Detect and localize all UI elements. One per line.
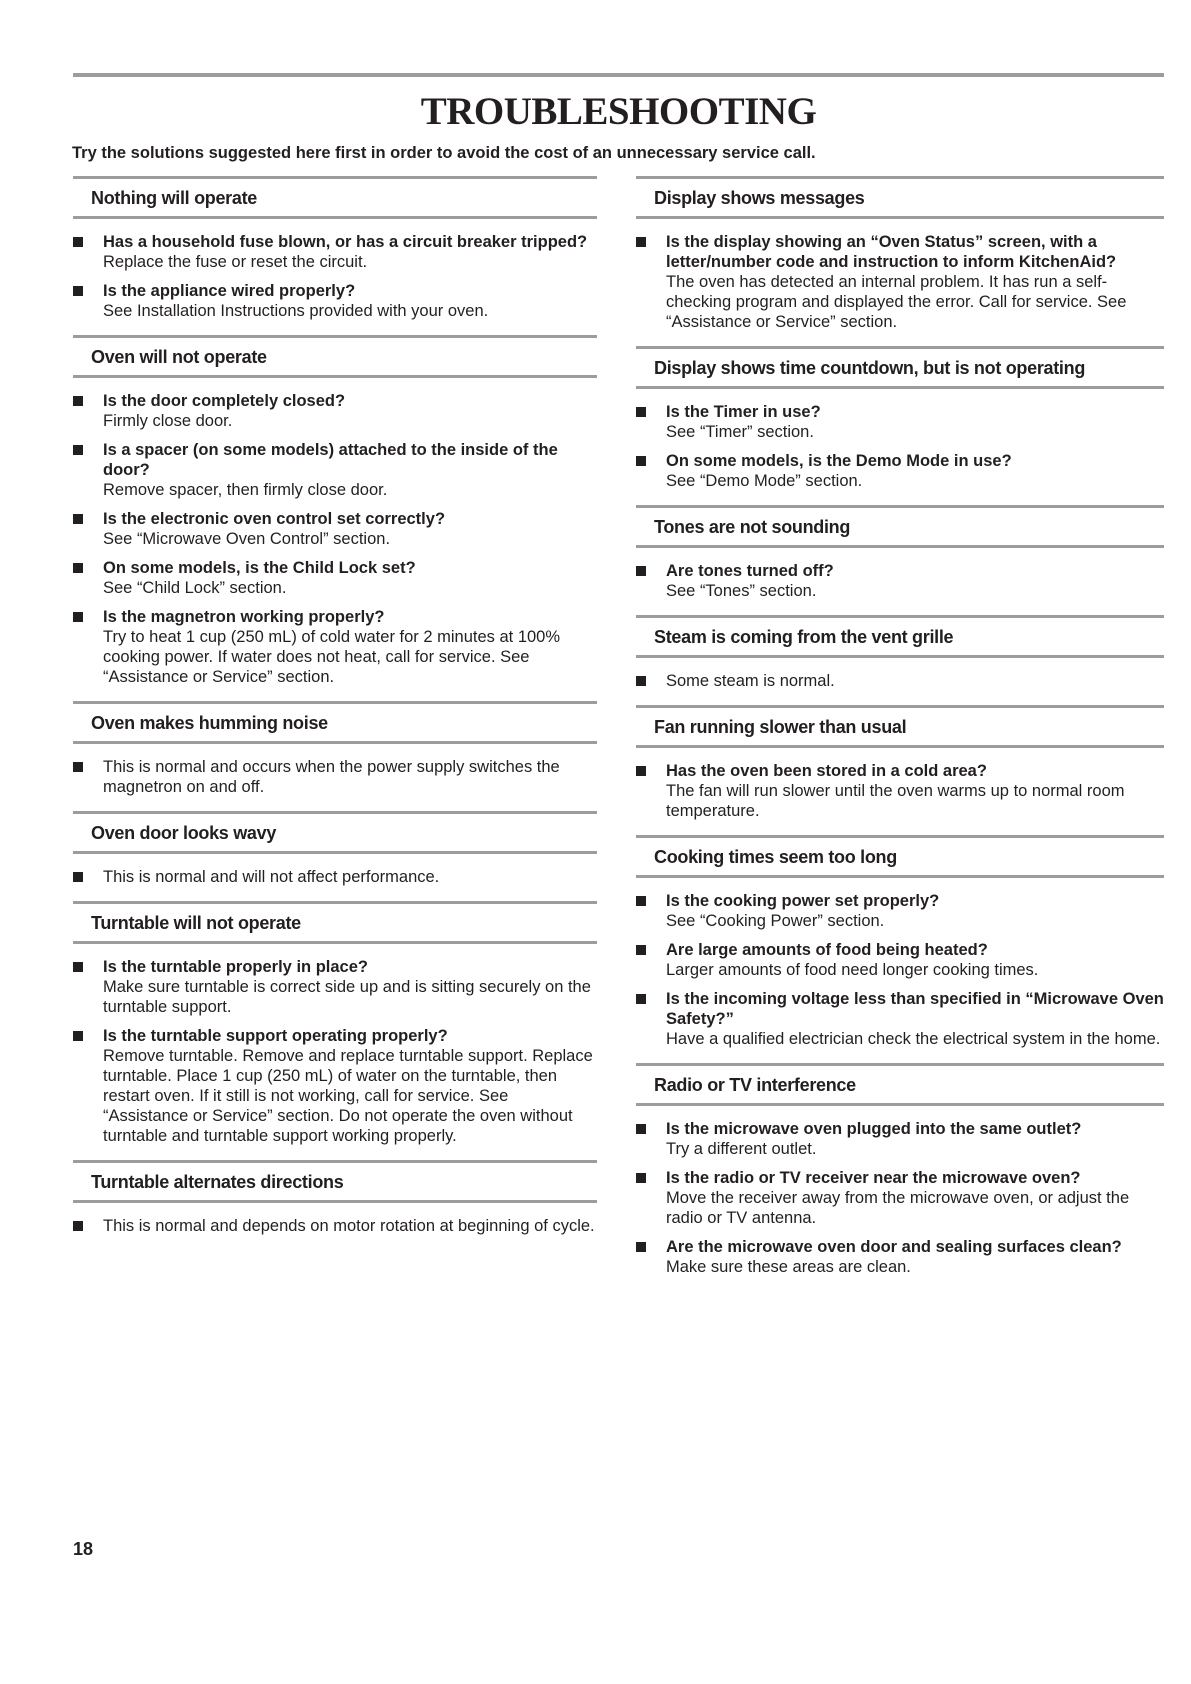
list-item [73, 1026, 597, 1146]
item-list [636, 878, 1164, 1049]
square-bullet-icon [636, 237, 646, 247]
square-bullet-icon [73, 237, 83, 247]
section-tones-are-not-sounding [636, 505, 1164, 601]
square-bullet-icon [636, 766, 646, 776]
section-heading: Display shows time countdown, but is not operating [636, 346, 1164, 389]
answer: Try to heat 1 cup (250 mL) of cold water for 2 minutes at 100% cooking power. If water does not heat, call for service. See “Assistance or Service” section. [103, 628, 561, 686]
list-item [636, 402, 1164, 442]
section-heading: Oven will not operate [73, 335, 597, 378]
section-heading: Nothing will operate [73, 176, 597, 219]
list-item [73, 281, 597, 321]
section-nothing-will-operate [73, 176, 597, 321]
list-item [73, 607, 597, 687]
square-bullet-icon [636, 407, 646, 417]
section-heading: Radio or TV interference [636, 1063, 1164, 1106]
section-heading: Cooking times seem too long [636, 835, 1164, 878]
section-heading: Turntable alternates directions [73, 1160, 597, 1203]
section-display-shows-time-countdown [636, 346, 1164, 491]
square-bullet-icon [73, 872, 83, 882]
square-bullet-icon [73, 445, 83, 455]
question: Is the magnetron working properly? [103, 608, 385, 626]
question: Is the electronic oven control set correctly? [103, 510, 446, 528]
list-item [73, 509, 597, 549]
section-heading: Fan running slower than usual [636, 705, 1164, 748]
item-list [73, 1203, 597, 1236]
item-list [636, 658, 1164, 691]
list-item [636, 1119, 1164, 1159]
item-text: This is normal and depends on motor rotation at beginning of cycle. [103, 1217, 595, 1235]
section-heading: Oven door looks wavy [73, 811, 597, 854]
answer: Try a different outlet. [666, 1140, 817, 1158]
item-list [73, 744, 597, 797]
list-item [73, 757, 597, 797]
intro-text: Try the solutions suggested here first in order to avoid the cost of an unnecessary service call. [72, 144, 816, 162]
list-item [636, 940, 1164, 980]
question: Is the turntable support operating properly? [103, 1027, 448, 1045]
list-item [636, 891, 1164, 931]
section-turntable-alternates-directions [73, 1160, 597, 1236]
square-bullet-icon [73, 962, 83, 972]
list-item [73, 1216, 597, 1236]
page-title: TROUBLESHOOTING [420, 90, 817, 133]
list-item [636, 989, 1164, 1049]
section-oven-will-not-operate [73, 335, 597, 687]
list-item [73, 391, 597, 431]
answer: Larger amounts of food need longer cooking times. [666, 961, 1039, 979]
square-bullet-icon [73, 762, 83, 772]
section-cooking-times-too-long [636, 835, 1164, 1049]
question: Is the incoming voltage less than specified in “Microwave Oven Safety?” [666, 990, 1164, 1028]
list-item [73, 232, 597, 272]
question: Is the microwave oven plugged into the same outlet? [666, 1120, 1082, 1138]
question: Is the display showing an “Oven Status” screen, with a letter/number code and instruction to inform KitchenAid? [666, 233, 1117, 271]
answer: Replace the fuse or reset the circuit. [103, 253, 368, 271]
question: Are large amounts of food being heated? [666, 941, 988, 959]
top-rule [73, 73, 1164, 77]
list-item [636, 761, 1164, 821]
answer: Move the receiver away from the microwave oven, or adjust the radio or TV antenna. [666, 1189, 1130, 1227]
section-oven-door-looks-wavy [73, 811, 597, 887]
answer: Remove spacer, then firmly close door. [103, 481, 388, 499]
question: Is the door completely closed? [103, 392, 346, 410]
section-heading: Display shows messages [636, 176, 1164, 219]
item-list [636, 548, 1164, 601]
answer: Firmly close door. [103, 412, 233, 430]
square-bullet-icon [636, 1173, 646, 1183]
square-bullet-icon [636, 1242, 646, 1252]
answer: See Installation Instructions provided with your oven. [103, 302, 489, 320]
list-item [636, 561, 1164, 601]
square-bullet-icon [73, 286, 83, 296]
square-bullet-icon [73, 612, 83, 622]
square-bullet-icon [636, 566, 646, 576]
question: Are the microwave oven door and sealing surfaces clean? [666, 1238, 1122, 1256]
list-item [73, 558, 597, 598]
section-radio-tv-interference [636, 1063, 1164, 1277]
item-list [73, 378, 597, 687]
question: Is a spacer (on some models) attached to the inside of the door? [103, 441, 558, 479]
item-list [636, 748, 1164, 821]
section-display-shows-messages [636, 176, 1164, 332]
question: Is the appliance wired properly? [103, 282, 356, 300]
section-fan-running-slower [636, 705, 1164, 821]
item-list [73, 944, 597, 1146]
list-item [636, 451, 1164, 491]
answer: The fan will run slower until the oven warms up to normal room temperature. [666, 782, 1125, 820]
left-column [73, 176, 597, 1250]
question: Is the Timer in use? [666, 403, 821, 421]
item-text: This is normal and will not affect performance. [103, 868, 440, 886]
answer: See “Demo Mode” section. [666, 472, 863, 490]
right-column [636, 176, 1164, 1291]
section-steam-from-vent-grille [636, 615, 1164, 691]
item-text: This is normal and occurs when the power supply switches the magnetron on and off. [103, 758, 560, 796]
section-heading: Oven makes humming noise [73, 701, 597, 744]
list-item [73, 867, 597, 887]
item-list [636, 389, 1164, 491]
square-bullet-icon [73, 563, 83, 573]
square-bullet-icon [636, 896, 646, 906]
page-number: 18 [73, 1539, 94, 1559]
section-turntable-will-not-operate [73, 901, 597, 1146]
square-bullet-icon [73, 514, 83, 524]
answer: Make sure turntable is correct side up and is sitting securely on the turntable support. [103, 978, 591, 1016]
answer: The oven has detected an internal problem. It has run a self-checking program and displayed the error. Call for service. See “Assistance or Service” section. [666, 273, 1127, 331]
item-list [73, 219, 597, 321]
square-bullet-icon [73, 1221, 83, 1231]
item-list [636, 1106, 1164, 1277]
section-heading: Turntable will not operate [73, 901, 597, 944]
list-item [73, 957, 597, 1017]
question: On some models, is the Demo Mode in use? [666, 452, 1012, 470]
answer: Have a qualified electrician check the electrical system in the home. [666, 1030, 1161, 1048]
answer: See “Timer” section. [666, 423, 814, 441]
question: Is the cooking power set properly? [666, 892, 940, 910]
answer: See “Microwave Oven Control” section. [103, 530, 391, 548]
question: Are tones turned off? [666, 562, 834, 580]
square-bullet-icon [73, 1031, 83, 1041]
question: Is the radio or TV receiver near the microwave oven? [666, 1169, 1081, 1187]
answer: Remove turntable. Remove and replace turntable support. Replace turntable. Place 1 cup (250 mL) of water on the turntable, then restart oven. If it still is not working, call for service. See “Assistance or Service” section. Do not operate the oven without turntable and turntable support working properly. [103, 1047, 593, 1145]
square-bullet-icon [636, 1124, 646, 1134]
item-list [73, 854, 597, 887]
square-bullet-icon [636, 994, 646, 1004]
item-list [636, 219, 1164, 332]
list-item [636, 232, 1164, 332]
item-text: Some steam is normal. [666, 672, 835, 690]
list-item [636, 1237, 1164, 1277]
question: Has a household fuse blown, or has a circuit breaker tripped? [103, 233, 588, 251]
list-item [636, 1168, 1164, 1228]
list-item [636, 671, 1164, 691]
square-bullet-icon [636, 456, 646, 466]
list-item [73, 440, 597, 500]
square-bullet-icon [636, 945, 646, 955]
section-heading: Tones are not sounding [636, 505, 1164, 548]
answer: See “Tones” section. [666, 582, 817, 600]
answer: See “Cooking Power” section. [666, 912, 885, 930]
square-bullet-icon [636, 676, 646, 686]
section-heading: Steam is coming from the vent grille [636, 615, 1164, 658]
answer: See “Child Lock” section. [103, 579, 287, 597]
square-bullet-icon [73, 396, 83, 406]
section-oven-makes-humming-noise [73, 701, 597, 797]
question: Has the oven been stored in a cold area? [666, 762, 987, 780]
question: Is the turntable properly in place? [103, 958, 368, 976]
question: On some models, is the Child Lock set? [103, 559, 416, 577]
answer: Make sure these areas are clean. [666, 1258, 911, 1276]
